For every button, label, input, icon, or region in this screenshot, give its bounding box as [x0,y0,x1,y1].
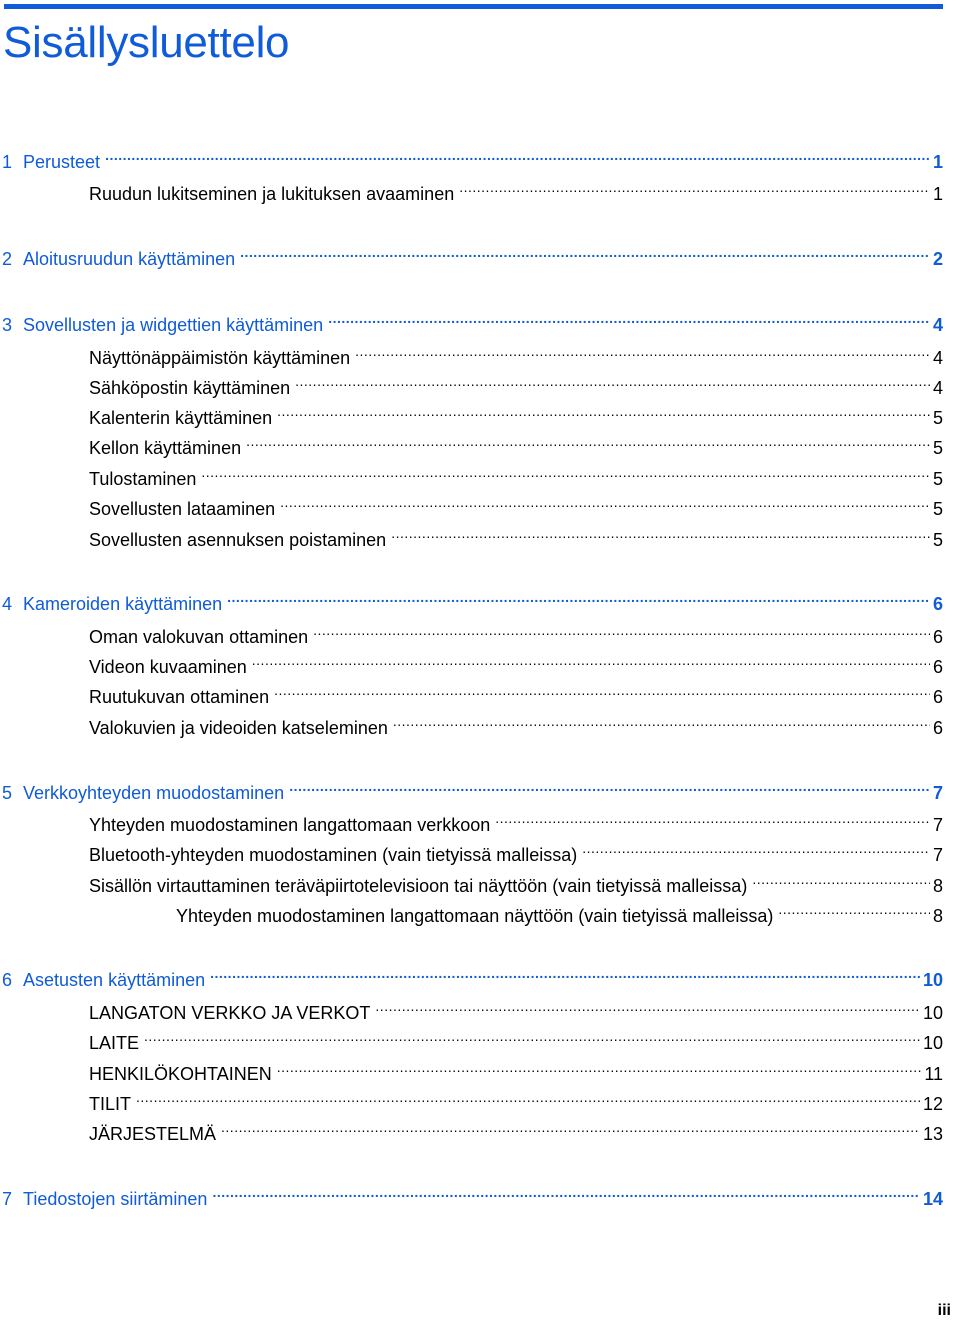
dot-leader [280,489,930,515]
toc-page-number: 4 [932,315,943,335]
toc-entry-label: Ruudun lukitseminen ja lukituksen avaaminen [89,184,455,204]
toc-entry-label: Sovellusten asennuksen poistaminen [89,530,387,550]
toc-section-entry[interactable] [89,174,943,204]
toc-entry-label: Aloitusruudun käyttäminen [23,249,236,269]
dot-leader [393,708,930,734]
dot-leader [313,617,930,643]
toc-entry-label: Tiedostojen siirtäminen [23,1189,208,1209]
toc-entry-label: Asetusten käyttäminen [23,970,206,990]
toc-entry-label: Yhteyden muodostaminen langattomaan näyttöön (vain tietyissä malleissa) [176,906,774,926]
toc-entry-label: Bluetooth-yhteyden muodostaminen (vain tietyissä malleissa) [89,845,578,865]
chapter-number: 1 [2,152,13,172]
toc-page-number: 4 [932,378,943,398]
dot-leader [289,773,930,799]
toc-page-number: 14 [922,1189,943,1209]
toc-entry-label: Kameroiden käyttäminen [23,594,223,614]
dot-leader [221,1114,920,1140]
toc-page-number: 5 [932,530,943,550]
toc-section-entry[interactable] [89,866,943,896]
toc-page-number: 5 [932,469,943,489]
toc-entry-label: TILIT [89,1094,132,1114]
chapter-number: 2 [2,249,13,269]
toc-section-entry[interactable] [89,368,943,398]
toc-page-number: 5 [932,408,943,428]
toc-entry-label: JÄRJESTELMÄ [89,1124,217,1144]
dot-leader [212,1179,920,1205]
toc-page-number: 10 [922,1003,943,1023]
toc-entry-label: Videon kuvaaminen [89,657,247,677]
toc-section-entry[interactable] [89,1054,943,1084]
dot-leader [227,584,930,610]
toc-page-number: 11 [924,1064,943,1084]
toc-page-number: 10 [922,970,943,990]
dot-leader [201,459,930,485]
toc-entry-label: Kalenterin käyttäminen [89,408,273,428]
dot-leader [277,1054,922,1080]
toc-page-number: 8 [932,906,943,926]
dot-leader [582,835,930,861]
dot-leader [240,239,930,265]
toc-entry-label: Valokuvien ja videoiden katseleminen [89,718,388,738]
toc-page-number: 2 [932,249,943,269]
toc-section-entry[interactable] [89,338,943,368]
dot-leader [210,960,920,986]
toc-page-number: 7 [932,783,943,803]
toc-section-entry[interactable] [89,835,943,865]
toc-section-entry[interactable] [89,428,943,458]
toc-entry-label: Yhteyden muodostaminen langattomaan verkkoon [89,815,491,835]
toc-entry-label: LANGATON VERKKO JA VERKOT [89,1003,371,1023]
toc-page-number: 7 [932,815,943,835]
toc-entry-label: Ruutukuvan ottaminen [89,687,270,707]
toc-section-entry[interactable] [89,489,943,519]
dot-leader [277,398,930,424]
chapter-number: 6 [2,970,13,990]
toc-entry-label: Tulostaminen [89,469,197,489]
toc-page-number: 8 [932,876,943,896]
dot-leader [246,428,930,454]
dot-leader [144,1023,920,1049]
toc-page-number: 1 [932,152,943,172]
dot-leader [391,520,930,546]
toc-section-entry[interactable] [89,1023,943,1053]
dot-leader [495,805,930,831]
toc-entry-label: Oman valokuvan ottaminen [89,627,309,647]
dot-leader [274,677,930,703]
chapter-number: 5 [2,783,13,803]
toc-entry-label: Sähköpostin käyttäminen [89,378,291,398]
toc-chapter-entry[interactable] [2,584,943,614]
toc-section-entry[interactable] [89,1114,943,1144]
page-number: iii [937,1302,951,1319]
toc-chapter-entry[interactable] [2,1179,943,1209]
toc-section-entry[interactable] [176,896,943,926]
chapter-number: 4 [2,594,13,614]
dot-leader [295,368,930,394]
toc-chapter-entry[interactable] [2,960,943,990]
toc-section-entry[interactable] [89,677,943,707]
toc-section-entry[interactable] [89,1084,943,1114]
dot-leader [778,896,930,922]
toc-chapter-entry[interactable] [2,773,943,803]
dot-leader [252,647,930,673]
toc-page-number: 6 [932,594,943,614]
toc-section-entry[interactable] [89,708,943,738]
toc-page-number: 1 [932,184,943,204]
toc-entry-label: Perusteet [23,152,101,172]
dot-leader [375,993,920,1019]
toc-entry-label: Sovellusten ja widgettien käyttäminen [23,315,324,335]
toc-page-number: 13 [922,1124,943,1144]
dot-leader [459,174,930,200]
dot-leader [136,1084,920,1110]
toc-page-number: 6 [932,657,943,677]
toc-page-number: 6 [932,687,943,707]
toc-page-number: 4 [932,348,943,368]
toc-page-number: 6 [932,627,943,647]
toc-section-entry[interactable] [89,805,943,835]
toc-section-entry[interactable] [89,459,943,489]
toc-page-number: 7 [932,845,943,865]
dot-leader [328,305,930,331]
toc-page-number: 12 [922,1094,943,1114]
chapter-number: 7 [2,1189,13,1209]
toc-section-entry[interactable] [89,647,943,677]
dot-leader [752,866,930,892]
toc-entry-label: Sisällön virtauttaminen teräväpiirtotelevisioon tai näyttöön (vain tietyissä malleissa) [89,876,748,896]
page-title: Sisällysluettelo [3,18,290,67]
toc-chapter-entry[interactable] [2,305,943,335]
toc-section-entry[interactable] [89,617,943,647]
toc-page-number: 5 [932,499,943,519]
toc-section-entry[interactable] [89,993,943,1023]
toc-page-number: 6 [932,718,943,738]
toc-entry-label: HENKILÖKOHTAINEN [89,1064,272,1084]
toc-entry-label: Sovellusten lataaminen [89,499,276,519]
chapter-number: 3 [2,315,13,335]
toc-chapter-entry[interactable] [2,142,943,172]
toc-section-entry[interactable] [89,398,943,428]
toc-entry-label: LAITE [89,1033,140,1053]
toc-section-entry[interactable] [89,520,943,550]
toc-entry-label: Verkkoyhteyden muodostaminen [23,783,285,803]
toc-chapter-entry[interactable] [2,239,943,269]
toc-entry-label: Näyttönäppäimistön käyttäminen [89,348,351,368]
dot-leader [355,338,930,364]
dot-leader [105,142,930,168]
toc-page-number: 10 [922,1033,943,1053]
toc-page-number: 5 [932,438,943,458]
toc-entry-label: Kellon käyttäminen [89,438,242,458]
